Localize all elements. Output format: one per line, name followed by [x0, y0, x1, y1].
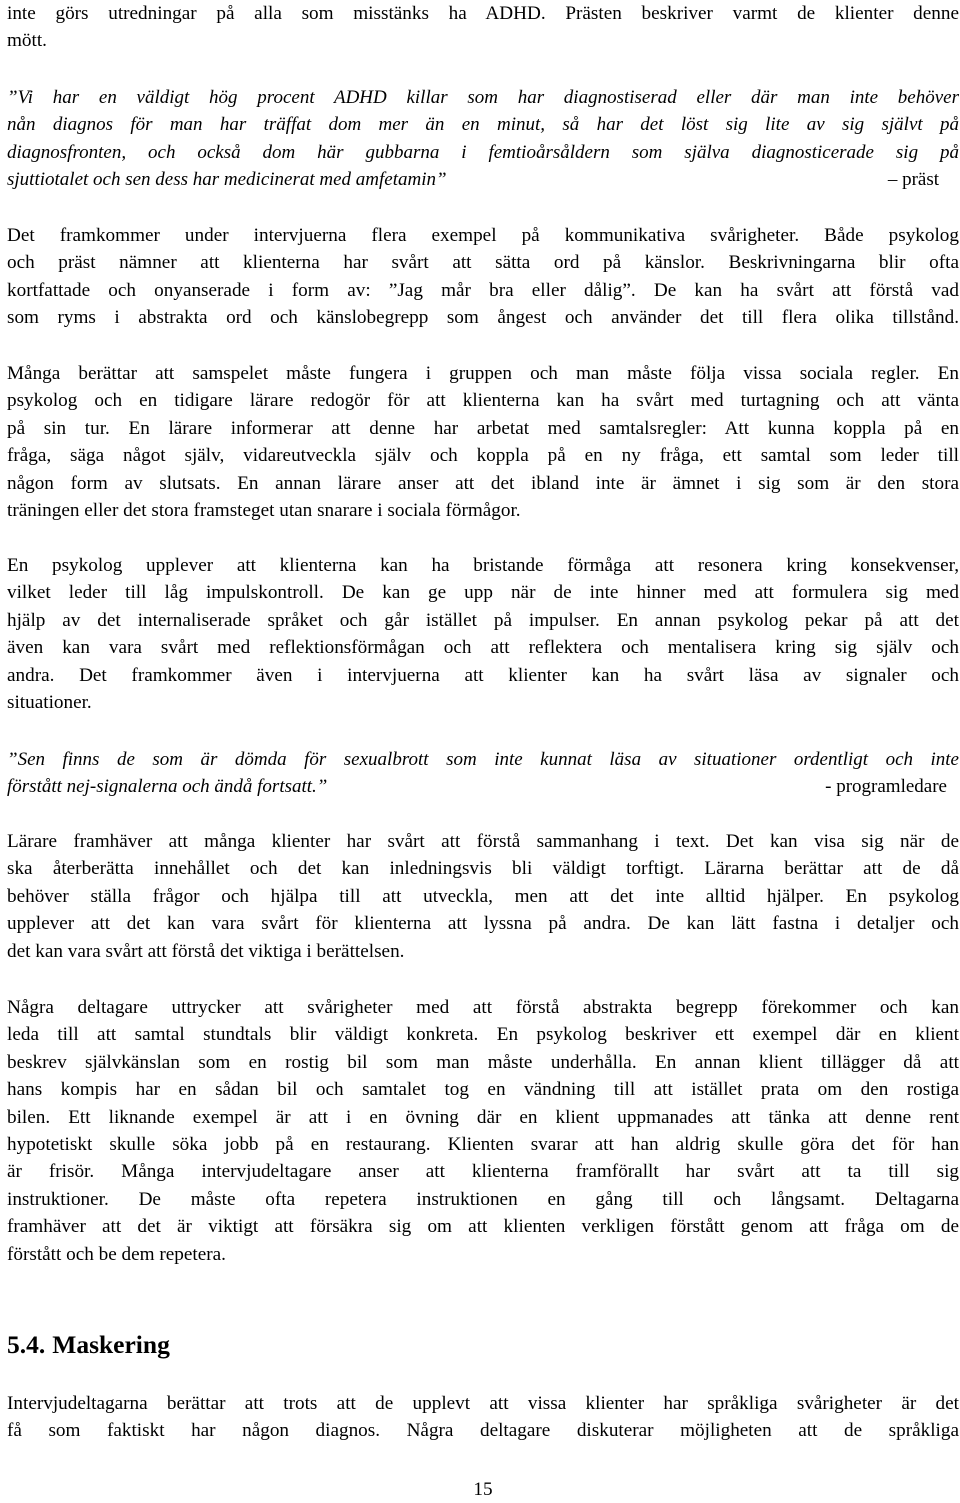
- quote-program-leader: [7, 746, 959, 801]
- section-heading: [7, 1330, 170, 1360]
- text-line: instruktioner. De måste ofta repetera instruktionen en gång till och långsamt. Deltagarna: [7, 1188, 959, 1210]
- text-line: få som faktiskt har någon diagnos. Några deltagare diskuterar möjligheten att de språkliga: [7, 1420, 959, 1442]
- paragraph-social-rules: [7, 360, 959, 524]
- text-line: och präst nämner att klienterna har svårt att sätta ord på känslor. Beskrivningarna blir ofta: [7, 252, 959, 274]
- text-line: situationer.: [7, 691, 92, 713]
- text-line: Intervjudeltagarna berättar att trots att de upplevt att vissa klienter har språkliga svårigheter är det: [7, 1393, 959, 1414]
- text-line: ska återberätta innehållet och det kan inledningsvis bli väldigt torftigt. Lärarna berättar att de då: [7, 858, 959, 880]
- paragraph-masking: [7, 1390, 959, 1445]
- text-line: hjälp av det internaliserade språket och går istället på impulser. En annan psykolog pekar på att det: [7, 609, 959, 631]
- text-line: upplever att det kan vara svårt för klienterna att lyssna på andra. De kan lätt fastna i detaljer och: [7, 913, 959, 935]
- paragraph-abstract-concepts: [7, 994, 959, 1268]
- text-line: det kan vara svårt att förstå det viktiga i berättelsen.: [7, 940, 405, 962]
- text-line: träningen eller det stora framsteget utan snarare i sociala förmågor.: [7, 499, 521, 521]
- text-line: inte görs utredningar på alla som misstänks ha ADHD. Prästen beskriver varmt de klienter denne: [7, 3, 959, 24]
- text-line: Det framkommer under intervjuerna flera exempel på kommunikativa svårigheter. Både psykolog: [7, 225, 959, 246]
- section-title: Maskering: [52, 1330, 170, 1359]
- text-line: mött.: [7, 30, 47, 52]
- quote-attribution: - programledare: [825, 776, 947, 798]
- intro-paragraph: [7, 0, 959, 55]
- text-line: är frisör. Många intervjudeltagare anser att klienterna framförallt har svårt att ta till sig: [7, 1161, 959, 1183]
- quote-line: ”Sen finns de som är dömda för sexualbrott som inte kunnat läsa av situationer ordentligt och inte: [7, 749, 959, 770]
- text-line: Några deltagare uttrycker att svårigheter med att förstå abstrakta begrepp förekommer och kan: [7, 997, 959, 1018]
- text-line: andra. Det framkommer även i intervjuerna att klienter kan ha svårt läsa av signaler och: [7, 664, 959, 686]
- paragraph-impulse-control: [7, 552, 959, 716]
- text-line: beskrev självkänslan som en rostig bil som man måste underhålla. En annan klient tillägger då att: [7, 1051, 959, 1073]
- quote-text: förstått nej-signalerna och ändå fortsatt.”: [7, 776, 328, 798]
- text-line: hans kompis har en sådan bil och samtalet tog en vändning till att istället prata om den rostiga: [7, 1079, 959, 1101]
- quote-line: [7, 773, 959, 800]
- quote-text: sjuttiotalet och sen dess har medicinerat med amfetamin”: [7, 169, 447, 191]
- text-line: även kan vara svårt med reflektionsförmågan och att reflektera och mentalisera kring sig själv och: [7, 637, 959, 659]
- text-line: förstått och be dem repetera.: [7, 1243, 226, 1265]
- text-line: någon form av slutsats. En annan lärare anser att det ibland inte är ämnet i sig som är den stora: [7, 472, 959, 494]
- text-line: leda till att samtal stundtals blir väldigt konkreta. En psykolog beskriver ett exempel där en klient: [7, 1024, 959, 1046]
- quote-line: nån diagnos för man har träffat dom mer än en minut, så har det löst sig lite av sig självt på: [7, 114, 959, 136]
- text-line: framhäver att det är viktigt att försäkra sig om att klienten verkligen förstått genom att fråga om de: [7, 1216, 959, 1238]
- text-line: kortfattade och onyanserade i form av: ”Jag mår bra eller dålig”. De kan ha svårt att förstå vad: [7, 279, 959, 301]
- paragraph-text-comprehension: [7, 828, 959, 965]
- quote-priest: [7, 84, 959, 194]
- text-line: vilket leder till låg impulskontroll. De kan ge upp när de inte hinner med att formulera sig med: [7, 582, 959, 604]
- text-line: hypotetiskt skulle söka jobb på en restaurang. Klienten svarar att han aldrig skulle göra det för han: [7, 1133, 959, 1155]
- text-line: fråga, säga något själv, vidareutveckla själv och koppla på en ny fråga, ett samtal som leder till: [7, 445, 959, 467]
- text-line: psykolog och en tidigare lärare redogör för att klienterna kan ha svårt med turtagning och att vänta: [7, 390, 959, 412]
- quote-line: ”Vi har en väldigt hög procent ADHD killar som har diagnostiserad eller där man inte behöver: [7, 87, 959, 108]
- section-number: 5.4.: [7, 1330, 46, 1359]
- text-line: bilen. Ett liknande exempel är att i en övning där en klient uppmanades att tänka att denne rent: [7, 1106, 959, 1128]
- text-line: behöver ställa frågor och hjälpa till att utveckla, men att det inte alltid hjälper. En psykolog: [7, 885, 959, 907]
- text-line: Många berättar att samspelet måste fungera i gruppen och man måste följa vissa sociala regler. En: [7, 363, 959, 384]
- text-line: som ryms i abstrakta ord och känslobegrepp som ångest och använder det till flera olika tillstånd.: [7, 307, 959, 329]
- quote-line: [7, 166, 959, 193]
- page-number: 15: [473, 1479, 493, 1500]
- paragraph-communication: [7, 222, 959, 332]
- quote-line: diagnosfronten, och också dom här gubbarna i femtioårsåldern som själva diagnosticerade sig på: [7, 141, 959, 163]
- quote-attribution: – präst: [887, 169, 939, 191]
- document-page: [7, 0, 959, 1500]
- text-line: på sin tur. En lärare informerar att denne har arbetat med samtalsregler: Att kunna koppla på en: [7, 417, 959, 439]
- text-line: Lärare framhäver att många klienter har svårt att förstå sammanhang i text. Det kan visa sig när de: [7, 831, 959, 852]
- text-line: En psykolog upplever att klienterna kan ha bristande förmåga att resonera kring konsekvenser,: [7, 555, 959, 576]
